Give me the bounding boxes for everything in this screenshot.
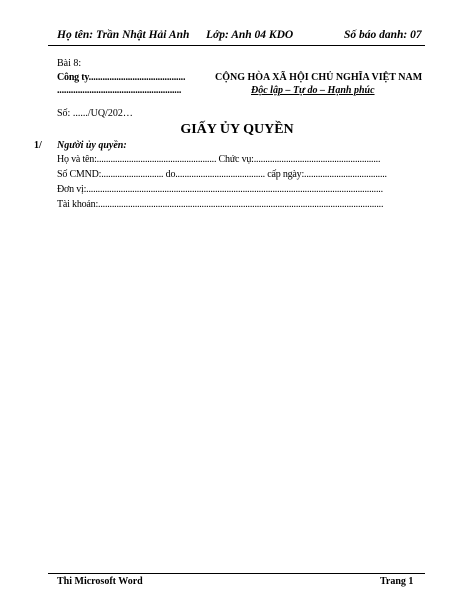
field-line-account: Tài khoản:............................................................................................................................ (57, 199, 384, 210)
document-number: Số: ....../UQ/202… (57, 108, 133, 119)
national-title: CỘNG HÒA XÃ HỘI CHỦ NGHĨA VIỆT NAM (215, 72, 423, 83)
exercise-label: Bài 8: (57, 58, 82, 69)
section-heading: Người ủy quyền: (57, 140, 127, 151)
national-motto: Độc lập – Tự do – Hạnh phúc (251, 85, 375, 96)
header-rule (48, 45, 425, 46)
field-line-name-position: Họ và tên:.................................................... Chức vụ:....................................................... (57, 154, 381, 165)
document-title: GIẤY ỦY QUYỀN (180, 122, 294, 137)
company-line-2: ...................................................... (57, 85, 182, 96)
field-line-unit: Đơn vị:................................................................................................................................. (57, 184, 383, 195)
section-number: 1/ (34, 140, 42, 151)
footer-left: Thi Microsoft Word (57, 576, 143, 587)
field-line-id-card: Số CMND:........................... do....................................... cấp ngày:.................................... (57, 169, 387, 180)
candidate-number: Số báo danh: 07 (344, 29, 422, 41)
footer-rule (48, 573, 425, 574)
page-number: Trang 1 (380, 576, 414, 587)
class-label: Lớp: Anh 04 KDO (206, 29, 294, 41)
candidate-name: Họ tên: Trần Nhật Hải Anh (57, 29, 190, 41)
company-line-1: Công ty.......................................... (57, 72, 186, 83)
